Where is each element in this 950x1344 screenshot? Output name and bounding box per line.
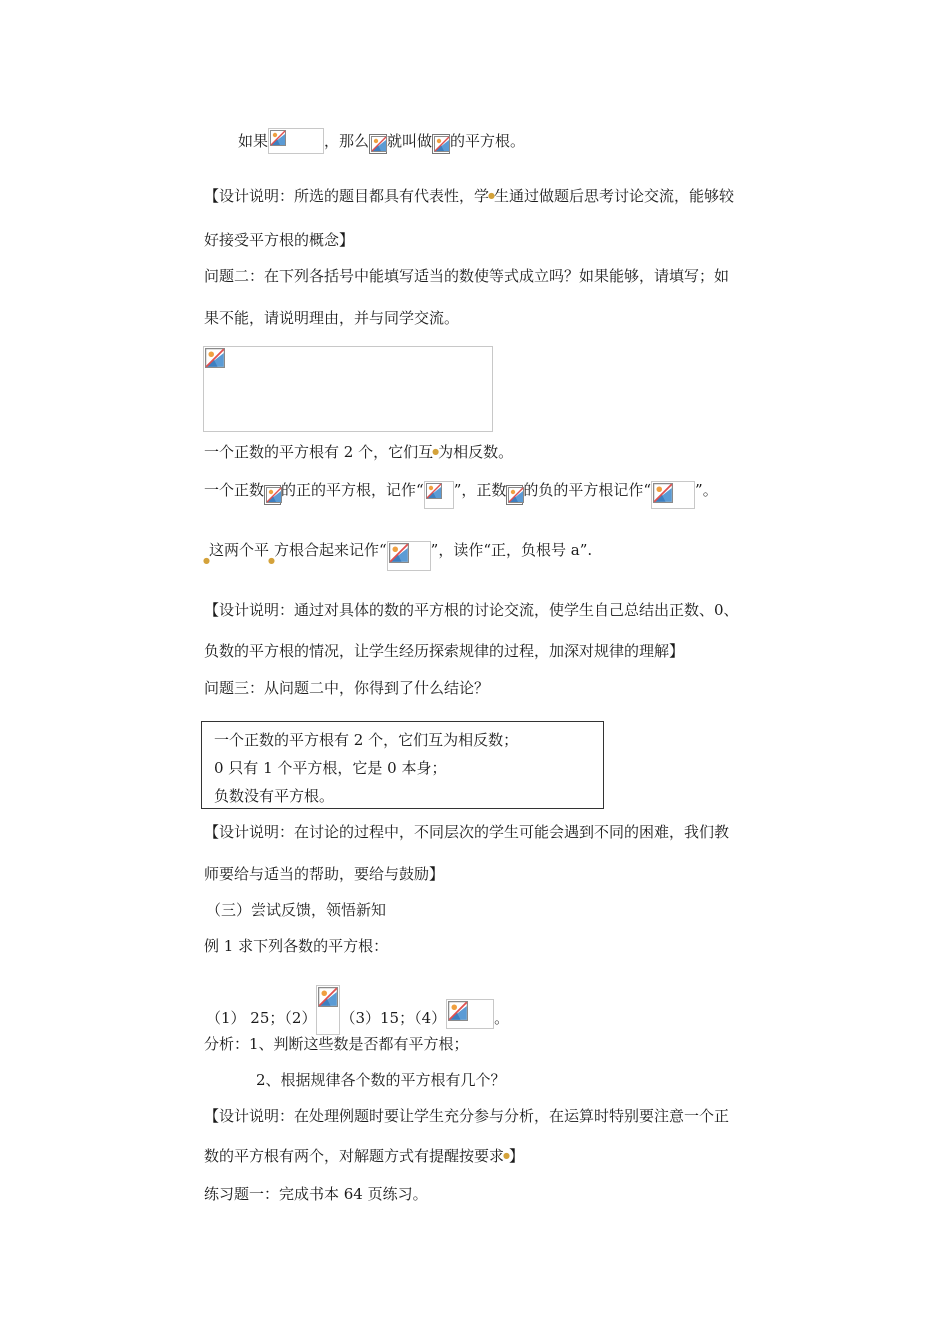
question-3: 问题三：从问题二中，你得到了什么结论？ (204, 679, 490, 697)
anchor-mark: ● (488, 191, 495, 200)
question-2-line2: 果不能，请说明理由，并与同学交流。 (204, 309, 460, 327)
formula-image (446, 999, 494, 1029)
fact-line-1: 一个正数的平方根有 2 个，它们互●为相反数。 (204, 443, 514, 461)
formula-image (506, 485, 523, 505)
broken-image-icon (653, 483, 673, 503)
fact-line-3: ●这两个平●方根合起来记作“ ”，读作“正，负根号 a”. (204, 540, 592, 571)
line-definition: 如果 ，那么 就叫做 的平方根。 (238, 128, 525, 154)
design-note-3-line1: 【设计说明：在讨论的过程中，不同层次的学生可能会遇到不同的困难，我们教 (204, 823, 730, 841)
fact-line-2: 一个正数 的正的平方根，记作“ ”，正数 的负的平方根记作“ ”。 (204, 480, 718, 509)
section-heading: （三）尝试反馈，领悟新知 (206, 901, 387, 919)
exercise-1: 练习题一：完成书本 64 页练习。 (204, 1185, 428, 1203)
conclusion-box (201, 721, 604, 809)
broken-image-icon (426, 483, 442, 499)
formula-image (268, 128, 324, 154)
design-note-1-line1: 【设计说明：所选的题目都具有代表性，学●生通过做题后思考讨论交流，能够较 (204, 187, 735, 205)
broken-image-icon (448, 1001, 468, 1021)
example-1-title: 例 1 求下列各数的平方根： (204, 937, 389, 955)
conclusion-line: 0 只有 1 个平方根，它是 0 本身； (214, 759, 447, 777)
formula-image (424, 481, 454, 509)
analysis-1: 分析：1、判断这些数是否都有平方根； (204, 1035, 469, 1053)
question-2-line1: 问题二：在下列各括号中能填写适当的数使等式成立吗？如果能够，请填写；如 (204, 267, 730, 285)
design-note-4-line2: 数的平方根有两个，对解题方式有提醒按要求●】 (204, 1147, 525, 1165)
anchor-mark: ● (268, 556, 275, 565)
broken-image-icon (371, 136, 387, 152)
table-image (203, 346, 493, 432)
design-note-4-line1: 【设计说明：在处理例题时要让学生充分参与分析，在运算时特别要注意一个正 (204, 1107, 730, 1125)
broken-image-icon (318, 987, 338, 1007)
design-note-3-line2: 师要给与适当的帮助，要给与鼓励】 (204, 865, 445, 883)
broken-image-icon (266, 487, 282, 503)
anchor-mark: ● (432, 447, 440, 456)
formula-image (369, 134, 387, 154)
conclusion-line: 一个正数的平方根有 2 个，它们互为相反数； (214, 731, 519, 749)
formula-image (264, 485, 281, 505)
broken-image-icon (205, 348, 225, 368)
design-note-2-line2: 负数的平方根的情况，让学生经历探索规律的过程，加深对规律的理解】 (204, 642, 685, 660)
design-note-1-line2: 好接受平方根的概念】 (204, 231, 355, 249)
formula-image (651, 481, 695, 509)
anchor-mark: ● (203, 556, 210, 565)
broken-image-icon (270, 130, 286, 146)
example-1-items: （1） 25；（2） （3）15；（4） 。 (206, 985, 509, 1035)
formula-image (316, 985, 340, 1035)
formula-image (387, 541, 431, 571)
anchor-mark: ● (503, 1151, 510, 1160)
conclusion-line: 负数没有平方根。 (214, 787, 335, 805)
design-note-2-line1: 【设计说明：通过对具体的数的平方根的讨论交流，使学生自己总结出正数、0、 (204, 601, 739, 619)
broken-image-icon (389, 543, 409, 563)
analysis-2: 2、根据规律各个数的平方根有几个？ (256, 1071, 506, 1089)
broken-image-icon (508, 487, 524, 503)
broken-image-icon (434, 136, 450, 152)
formula-image (432, 134, 450, 154)
